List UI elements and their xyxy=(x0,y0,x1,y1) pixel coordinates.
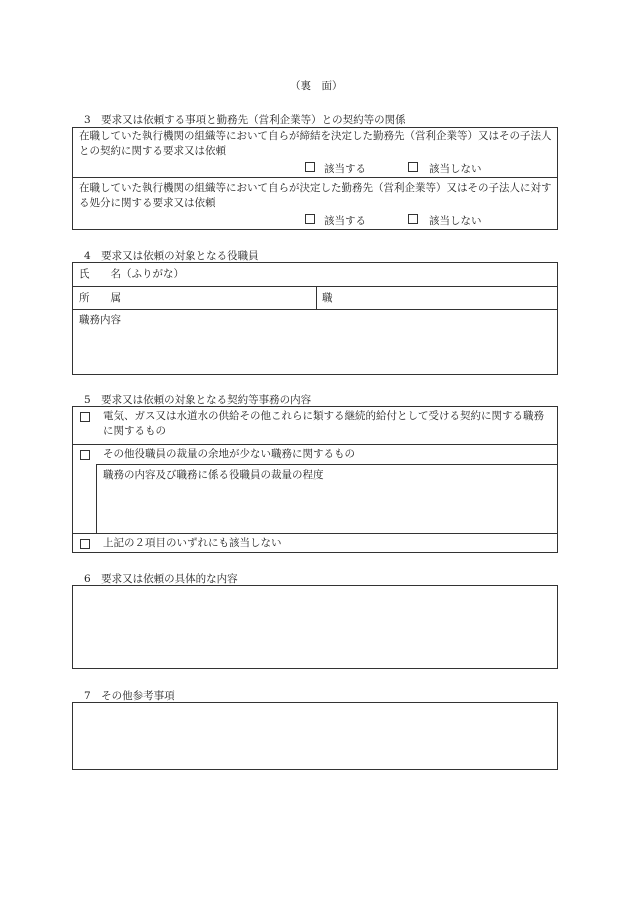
row1-applies-label: 該当する xyxy=(324,163,366,175)
item2-checkbox[interactable] xyxy=(80,450,90,462)
row2-not-applies-checkbox[interactable] xyxy=(408,214,418,226)
item3-text: 上記の２項目のいずれにも該当しない xyxy=(103,537,282,549)
row2-not-applies-label: 該当しない xyxy=(429,215,482,227)
section-7-box[interactable] xyxy=(72,702,558,770)
row2-applies-label: 該当する xyxy=(324,215,366,227)
item1-checkbox[interactable] xyxy=(80,412,90,424)
item2-text: その他役職員の裁量の余地が少ない職務に関するもの xyxy=(103,448,355,460)
item2-detail-label: 職務の内容及び職務に係る役職員の裁量の程度 xyxy=(103,469,324,481)
section-7-heading: 7 その他参考事項 xyxy=(84,690,175,702)
section-3-row2-text: 在職していた執行機関の組織等において自らが決定した勤務先（営利企業等）又はその子法人に対する処分に関する要求又は依頼 xyxy=(79,182,552,209)
name-label: 氏 名（ふりがな） xyxy=(79,268,184,280)
row1-applies-checkbox[interactable] xyxy=(305,162,315,174)
item1-text: 電気、ガス又は水道水の供給その他これらに類する継続的給付として受ける契約に関する職務に関するもの xyxy=(103,410,544,437)
section-4-heading: 4 要求又は依頼の対象となる役職員 xyxy=(84,250,259,262)
page-title: （裏 面） xyxy=(290,80,343,92)
section-6-heading: 6 要求又は依頼の具体的な内容 xyxy=(84,573,238,585)
section-6-box[interactable] xyxy=(72,585,558,669)
section-5-heading: 5 要求又は依頼の対象となる契約等事務の内容 xyxy=(84,394,312,406)
row1-not-applies-checkbox[interactable] xyxy=(408,162,418,174)
position-label: 職 xyxy=(322,292,333,304)
duties-label: 職務内容 xyxy=(79,314,121,326)
affiliation-label: 所 属 xyxy=(79,292,121,304)
row1-not-applies-label: 該当しない xyxy=(429,163,482,175)
item3-checkbox[interactable] xyxy=(80,539,90,551)
section-3-row1-text: 在職していた執行機関の組織等において自らが締結を決定した勤務先（営利企業等）又はその子法人との契約に関する要求又は依頼 xyxy=(79,130,552,157)
row2-applies-checkbox[interactable] xyxy=(305,214,315,226)
section-3-heading: 3 要求又は依頼する事項と勤務先（営利企業等）との契約等の関係 xyxy=(84,114,406,126)
